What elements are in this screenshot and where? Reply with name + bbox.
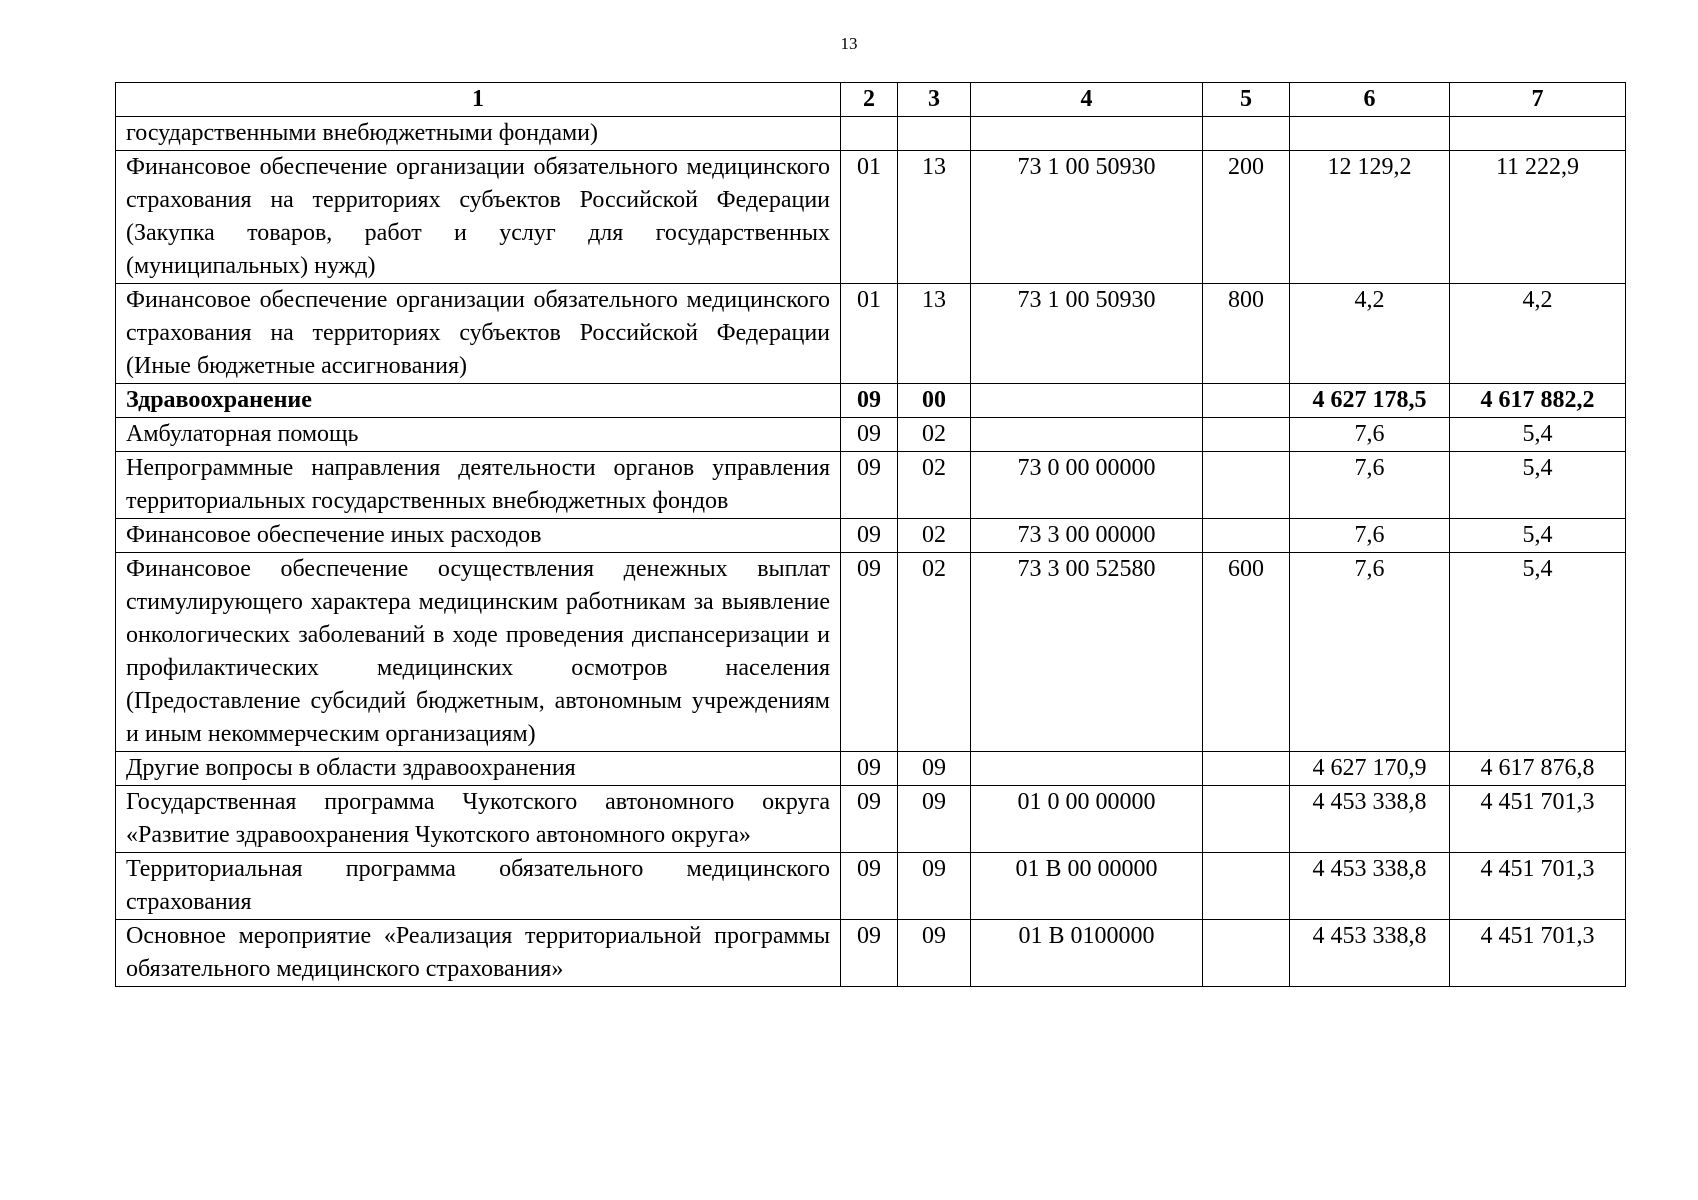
row-expense-type: 200 [1203,151,1290,284]
row-target-article [971,752,1203,786]
table-row [116,786,1626,853]
row-subsection: 09 [898,786,971,853]
row-expense-type: 800 [1203,284,1290,384]
row-subsection: 09 [898,920,971,987]
row-amount-year1: 7,6 [1290,418,1450,452]
row-amount-year2: 4 617 882,2 [1450,384,1626,418]
row-expense-type: 600 [1203,553,1290,752]
page-number: 13 [840,34,858,53]
header-col-3: 3 [898,83,971,117]
row-subsection: 13 [898,284,971,384]
row-subsection: 02 [898,452,971,519]
row-subsection: 02 [898,519,971,553]
row-expense-type [1203,752,1290,786]
row-expense-type [1203,920,1290,987]
row-target-article: 73 0 00 00000 [971,452,1203,519]
header-col-7: 7 [1450,83,1626,117]
row-section: 09 [841,452,898,519]
row-name: Другие вопросы в области здравоохранения [116,752,841,786]
row-name: государственными внебюджетными фондами) [116,117,841,151]
row-target-article: 73 3 00 52580 [971,553,1203,752]
row-expense-type [1203,384,1290,418]
row-name: Здравоохранение [116,384,841,418]
row-target-article [971,384,1203,418]
header-col-5: 5 [1203,83,1290,117]
header-col-1: 1 [116,83,841,117]
row-target-article: 01 В 0100000 [971,920,1203,987]
header-col-6: 6 [1290,83,1450,117]
row-amount-year1: 4 627 170,9 [1290,752,1450,786]
table-row [116,752,1626,786]
row-amount-year2: 4 451 701,3 [1450,920,1626,987]
row-section: 09 [841,418,898,452]
row-amount-year2: 5,4 [1450,519,1626,553]
table-row [116,553,1626,752]
row-amount-year2: 5,4 [1450,418,1626,452]
row-section: 09 [841,384,898,418]
row-name: Территориальная программа обязательного медицинского страхования [116,853,841,920]
row-amount-year2: 5,4 [1450,452,1626,519]
table-row [116,418,1626,452]
row-amount-year1: 4 453 338,8 [1290,786,1450,853]
row-amount-year1: 4,2 [1290,284,1450,384]
row-amount-year1: 4 453 338,8 [1290,920,1450,987]
table-row-section-total [116,384,1626,418]
table-row [116,452,1626,519]
row-section: 09 [841,752,898,786]
row-amount-year2: 5,4 [1450,553,1626,752]
row-expense-type [1203,117,1290,151]
table-row [116,519,1626,553]
row-section: 09 [841,519,898,553]
row-target-article [971,117,1203,151]
row-amount-year1: 4 453 338,8 [1290,853,1450,920]
row-amount-year1: 7,6 [1290,519,1450,553]
table-row [116,853,1626,920]
header-row [116,83,1626,117]
table-row [116,117,1626,151]
row-section: 01 [841,151,898,284]
row-amount-year2 [1450,117,1626,151]
row-name: Финансовое обеспечение осуществления денежных выплат стимулирующего характера медицинским работникам за выявление онкологических заболеваний в ходе проведения диспансеризации и профилактических медицинских осмотров населения (Предоставление субсидий бюджетным, автономным учреждениям и иным некоммерческим организациям) [116,553,841,752]
table-row [116,151,1626,284]
row-amount-year1: 4 627 178,5 [1290,384,1450,418]
row-expense-type [1203,853,1290,920]
row-subsection: 13 [898,151,971,284]
row-target-article [971,418,1203,452]
budget-table [115,82,1626,987]
row-section: 09 [841,920,898,987]
row-amount-year1: 7,6 [1290,553,1450,752]
row-amount-year1: 12 129,2 [1290,151,1450,284]
row-target-article: 01 0 00 00000 [971,786,1203,853]
row-section: 01 [841,284,898,384]
row-name: Финансовое обеспечение организации обязательного медицинского страхования на территориях субъектов Российской Федерации (Закупка товаров, работ и услуг для государственных (муниципальных) нужд) [116,151,841,284]
row-subsection: 02 [898,553,971,752]
row-subsection: 09 [898,752,971,786]
row-name: Амбулаторная помощь [116,418,841,452]
row-expense-type [1203,452,1290,519]
row-name: Финансовое обеспечение иных расходов [116,519,841,553]
row-subsection: 09 [898,853,971,920]
row-section: 09 [841,853,898,920]
row-name: Основное мероприятие «Реализация территориальной программы обязательного медицинского страхования» [116,920,841,987]
row-subsection: 02 [898,418,971,452]
row-name: Финансовое обеспечение организации обязательного медицинского страхования на территориях субъектов Российской Федерации (Иные бюджетные ассигнования) [116,284,841,384]
row-name: Непрограммные направления деятельности органов управления территориальных государственных внебюджетных фондов [116,452,841,519]
row-target-article: 01 В 00 00000 [971,853,1203,920]
row-section: 09 [841,786,898,853]
row-amount-year1 [1290,117,1450,151]
row-expense-type [1203,786,1290,853]
table-row [116,920,1626,987]
row-subsection: 00 [898,384,971,418]
row-amount-year1: 7,6 [1290,452,1450,519]
header-col-2: 2 [841,83,898,117]
row-amount-year2: 4 451 701,3 [1450,853,1626,920]
row-amount-year2: 4 451 701,3 [1450,786,1626,853]
row-section: 09 [841,553,898,752]
row-amount-year2: 11 222,9 [1450,151,1626,284]
row-expense-type [1203,519,1290,553]
row-section [841,117,898,151]
row-amount-year2: 4,2 [1450,284,1626,384]
row-expense-type [1203,418,1290,452]
row-name: Государственная программа Чукотского автономного округа «Развитие здравоохранения Чукотского автономного округа» [116,786,841,853]
row-target-article: 73 3 00 00000 [971,519,1203,553]
row-amount-year2: 4 617 876,8 [1450,752,1626,786]
row-target-article: 73 1 00 50930 [971,284,1203,384]
table-row [116,284,1626,384]
row-subsection [898,117,971,151]
row-target-article: 73 1 00 50930 [971,151,1203,284]
header-col-4: 4 [971,83,1203,117]
